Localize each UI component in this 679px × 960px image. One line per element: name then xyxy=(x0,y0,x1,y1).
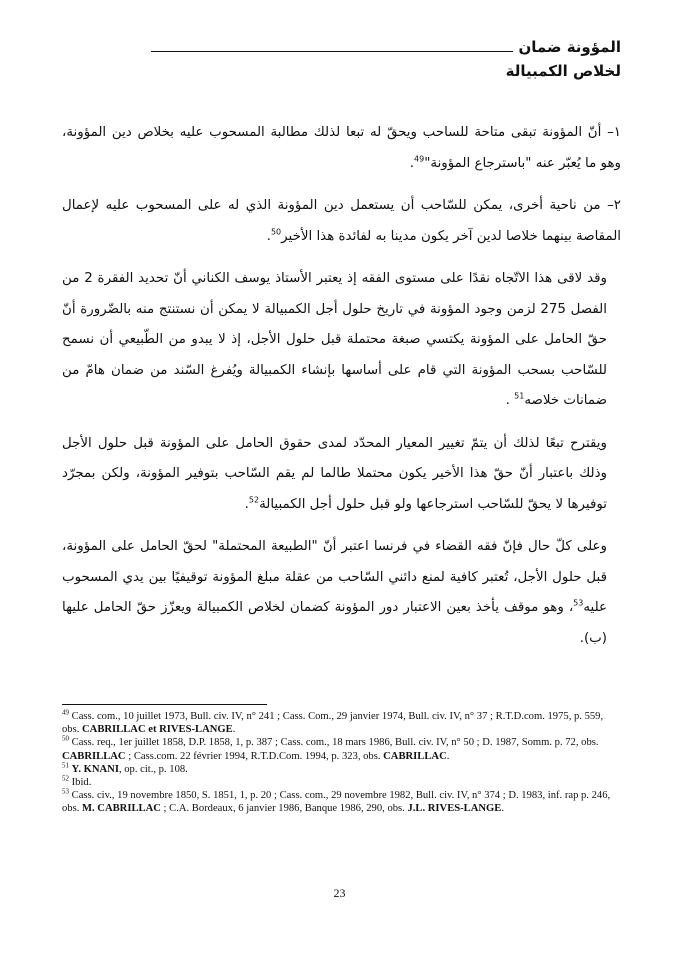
page-number: 23 xyxy=(333,886,346,900)
header-title: المؤونة ضمان xyxy=(518,38,621,56)
header-rule xyxy=(151,51,513,52)
paragraph-tail: . xyxy=(244,496,249,512)
paragraph xyxy=(62,429,621,521)
author-name: CABRILLAC xyxy=(62,750,126,762)
header-subtitle: لخلاص الكمبيالة xyxy=(505,62,621,80)
citation-text: ; Cass.com. 22 février 1994, R.T.D.Com. 1994, p. 323, obs. xyxy=(125,750,384,762)
citation-text: . xyxy=(446,750,450,762)
citation-text: Cass. com., 10 juillet 1973, Bull. civ. IV, n° 241 ; Cass. Com., 29 janvier 1974, Bull. civ. IV, n° 37 ; R.T.D.com. 1975, p. 559, obs. xyxy=(62,711,604,736)
footnote-number: 51 xyxy=(62,761,69,770)
paragraph-text: وعلى كلّ حال فإنّ فقه القضاء في فرنسا اعتبر أنّ "الطبيعة المحتملة" لحقّ الحامل على المؤونة، قبل حلول الأجل، تُعتبر كافية لمنع دائني السّاحب من عقلة مبلغ المؤونة توقيفيًا بين يدي المسحوب عليه xyxy=(62,539,607,615)
author-name: J.L. RIVES-LANGE xyxy=(407,803,502,815)
paragraph-text: ١– أنّ المؤونة تبقى متاحة للساحب ويحقّ له تبعا لذلك مطالبة المسحوب عليه بخلاص دين المؤونة، وهو ما يُعبّر عنه "باسترجاع المؤونة" xyxy=(62,125,621,171)
author-name: CABRILLAC et RIVES-LANGE xyxy=(82,724,233,736)
paragraph-tail: . xyxy=(505,393,515,408)
footnotes xyxy=(62,710,621,816)
footnote xyxy=(62,736,621,762)
body-text xyxy=(62,118,621,666)
citation-text: , op. cit., p. 108. xyxy=(118,763,188,775)
paragraph-text: وقد لاقى هذا الاتّجاه نقدًا على مستوى الفقه إذ يعتبر الأستاذ يوسف الكناني أنّ تحديد الفقرة 2 من الفصل 275 لزمن وجود المؤونة في تاريخ حلول أجل الكمبيالة لا يمكن أن نستنتج منه بالضّرورة أنّ حقّ الحامل على المؤونة يكتسي صبغة محتملة قبل حلول الأجل، إذ لا يبدو من الطّبيعي أن نسمح للسّاحب بسحب المؤونة التي قام على أساسها بإنشاء الكمبيالة ويُفرغ السّند من ضمان هامّ من ضمانات خلاصه xyxy=(62,271,607,408)
footnote-number: 50 xyxy=(62,734,69,743)
paragraph-text: ٢– من ناحية أخرى، يمكن للسّاحب أن يستعمل دين المؤونة الذي له على المسحوب عليه لإعمال المقاصة بينهما خلاصا لدين آخر يكون مدينا به لفائدة هذا الأخير xyxy=(62,198,621,244)
footnote-ref[interactable]: 52 xyxy=(248,495,260,505)
footnote-number: 52 xyxy=(62,774,69,783)
footnote xyxy=(62,776,621,789)
paragraph-text: ويقترح تبعًا لذلك أن يتمّ تغيير المعيار المحدّد لمدى حقوق الحامل على المؤونة قبل حلول الأجل وذلك باعتبار أنّ حقّ هذا الأخير يكون محتملا طالما لم يقم السّاحب بتوفير المؤونة، ولكن بمجرّد توفيرها لا يحقّ للسّاحب استرجاعها ولو قبل حلول أجل الكمبيالة xyxy=(62,435,607,512)
citation-text: Cass. req., 1er juillet 1858, D.P. 1858, 1, p. 387 ; Cass. com., 18 mars 1986, Bull. civ. IV, n° 50 ; D. 1987, Somm. p. 72, obs. xyxy=(71,737,599,749)
paragraph xyxy=(62,264,621,417)
footnote xyxy=(62,763,621,776)
paragraph-tail: . xyxy=(266,228,271,244)
paragraph xyxy=(62,532,621,654)
citation-text: . xyxy=(232,724,236,736)
author-name: Y. KNANI xyxy=(71,763,119,775)
running-header xyxy=(151,38,621,80)
citation-text: . xyxy=(501,803,505,815)
author-name: CABRILLAC xyxy=(383,750,447,762)
author-name: M. CABRILLAC xyxy=(82,803,161,815)
paragraph xyxy=(62,118,621,179)
citation-text: ; C.A. Bordeaux, 6 janvier 1986, Banque 1986, 290, obs. xyxy=(160,803,408,815)
footnote-ref[interactable]: 50 xyxy=(270,227,282,237)
paragraph-tail: . xyxy=(409,155,415,171)
header-line-1 xyxy=(151,38,621,56)
footnote-ref[interactable]: 49 xyxy=(414,154,425,164)
footnote-ref[interactable]: 51 xyxy=(514,391,525,401)
paragraph-tail: ، وهو موقف يأخذ بعين الاعتبار دور المؤونة كضمان لخلاص الكمبيالة ويعزّز حقّ الحامل عليها (ب). xyxy=(62,600,607,646)
footnote xyxy=(62,710,621,736)
paragraph xyxy=(62,191,621,252)
citation-text: Ibid. xyxy=(71,777,92,789)
footnote-ref[interactable]: 53 xyxy=(573,598,584,608)
footnote-separator xyxy=(62,704,267,705)
footnote xyxy=(62,789,621,815)
citation-text: Cass. civ., 19 novembre 1850, S. 1851, 1, p. 20 ; Cass. com., 29 novembre 1982, Bull. civ. IV, n° 374 ; D. 1983, inf. rap p. 246, obs. xyxy=(62,790,611,815)
footnote-number: 53 xyxy=(62,787,69,796)
footnote-number: 49 xyxy=(62,708,69,717)
